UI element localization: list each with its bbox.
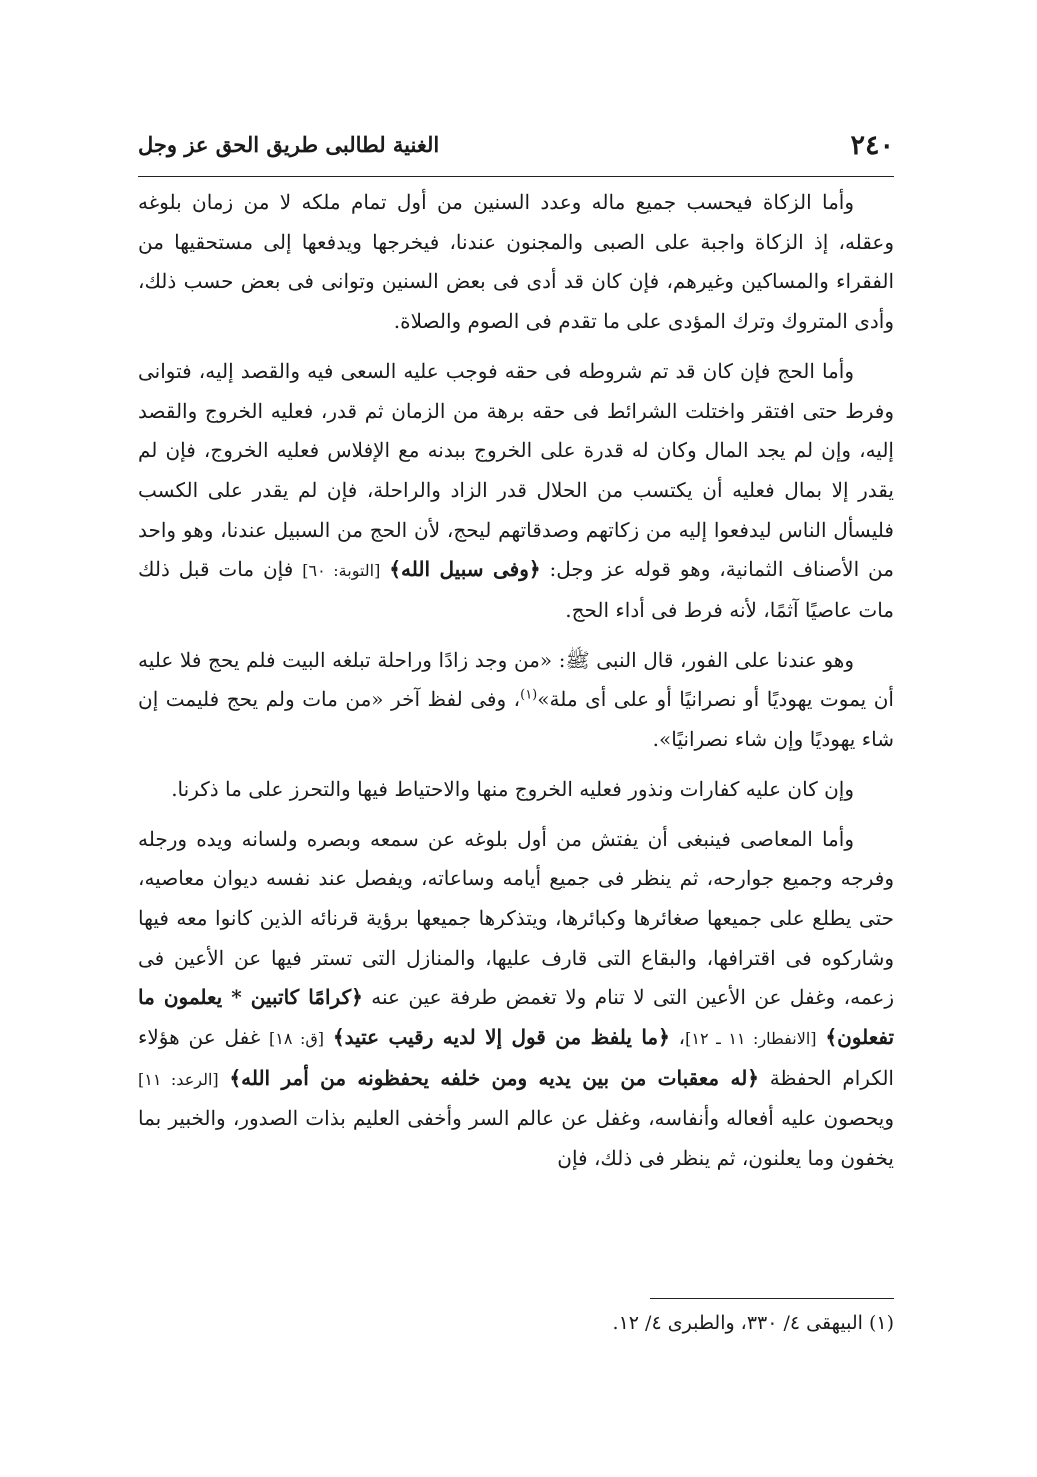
header-divider bbox=[138, 176, 894, 177]
running-title: الغنية لطالبى طريق الحق عز وجل bbox=[138, 132, 440, 157]
verse-reference: [التوبة: ٦٠] bbox=[302, 561, 381, 581]
paragraph-maasi bbox=[138, 820, 894, 1179]
footnote-divider bbox=[650, 1298, 894, 1299]
hadith-text-b: ، وفى لفظ آخر «من مات ولم يحج فليمت إن شاء يهوديًا وإن شاء نصرانيًا». bbox=[138, 687, 894, 752]
footnote: (١) البيهقى ٤/ ٣٣٠، والطبرى ٤/ ١٢. bbox=[612, 1312, 894, 1334]
maasi-separator: ، bbox=[669, 1025, 686, 1050]
page-header bbox=[138, 128, 894, 176]
verse-reference: [الرعد: ١١] bbox=[138, 1069, 219, 1089]
page-number: ٢٤٠ bbox=[850, 130, 894, 161]
maasi-text-c: ويحصون عليه أفعاله وأنفاسه، وغفل عن عالم السر وأخفى العليم بذات الصدور، والخبير بما يخفون وما يعلنون، ثم ينظر فى ذلك، فإن bbox=[138, 1106, 894, 1171]
verse-reference: [ق: ١٨] bbox=[269, 1029, 325, 1049]
quran-verse: ﴿وفى سبيل الله﴾ bbox=[389, 557, 541, 582]
maasi-text-b: غفل عن هؤلاء الكرام الحفظة bbox=[138, 1025, 894, 1090]
hadith-text-a: وهو عندنا على الفور، قال النبى ﷺ: «من وجد زادًا وراحلة تبلغه البيت فلم يحج فلا عليه أن يموت يهوديًا أو نصرانيًا أو على أى ملة» bbox=[138, 647, 894, 712]
paragraph-hadith bbox=[138, 641, 894, 760]
paragraph-hajj bbox=[138, 352, 894, 631]
verse-reference: [الانفطار: ١١ ـ ١٢] bbox=[685, 1029, 817, 1049]
main-text bbox=[138, 183, 894, 1179]
footnote-marker[interactable]: (١) bbox=[520, 687, 538, 703]
quran-verse: ﴿ما يلفظ من قول إلا لديه رقيب عتيد﴾ bbox=[332, 1025, 670, 1050]
hajj-text-b: فإن مات قبل ذلك مات عاصيًا آثمًا، لأنه فرط فى أداء الحج. bbox=[138, 557, 894, 623]
paragraph-kaffarat: وإن كان عليه كفارات ونذور فعليه الخروج منها والاحتياط فيها والتحرز على ما ذكرنا. bbox=[171, 776, 854, 801]
maasi-text-a: وأما المعاصى فينبغى أن يفتش من أول بلوغه عن سمعه وبصره ولسانه ويده ورجله وفرجه وجميع جوارحه، ثم ينظر فى جميع أيامه وساعاته، ويفصل عند نفسه ديوان معاصيه، حتى يطلع على جميعها صغائرها وكبائرها، ويتذكرها جميعها برؤية قرنائه الذين كانوا معه فيها وشاركوه فى اقترافها، والبقاع التى قارف عليها، والمنازل التى تستر فيها عن الأعين فى زعمه، وغفل عن الأعين التى لا تنام ولا تغمض طرفة عين عنه bbox=[138, 826, 895, 1010]
quran-verse: ﴿كرامًا كاتبين * يعلمون ما تفعلون﴾ bbox=[138, 985, 895, 1050]
paragraph-zakat: وأما الزكاة فيحسب جميع ماله وعدد السنين من أول تمام ملكه لا من زمان بلوغه وعقله، إذ الزكاة واجبة على الصبى والمجنون عندنا، فيخرجها ويدفعها إلى مستحقيها من الفقراء والمساكين وغيرهم، فإن كان قد أدى فى بعض السنين وتوانى فى بعض حسب ذلك، وأدى المتروك وترك المؤدى على ما تقدم فى الصوم والصلاة. bbox=[138, 190, 894, 334]
hajj-text-a: وأما الحج فإن كان قد تم شروطه فى حقه فوجب عليه السعى فيه والقصد إليه، فتوانى وفرط حتى افتقر واختلت الشرائط فى حقه برهة من الزمان ثم قدر، فعليه الخروج والقصد إليه، وإن لم يجد المال وكان له قدرة على الخروج ببدنه مع الإفلاس فعليه الخروج، فإن لم يقدر إلا بمال فعليه أن يكتسب من الحلال قدر الزاد والراحلة، فإن لم يقدر على الكسب فليسأل الناس ليدفعوا إليه من زكاتهم وصدقاتهم ليحج، لأن الحج من السبيل عندنا، وهو واحد من الأصناف الثمانية، وهو قوله عز وجل: bbox=[138, 358, 895, 582]
quran-verse: ﴿له معقبات من بين يديه ومن خلفه يحفظونه من أمر الله﴾ bbox=[229, 1065, 760, 1090]
